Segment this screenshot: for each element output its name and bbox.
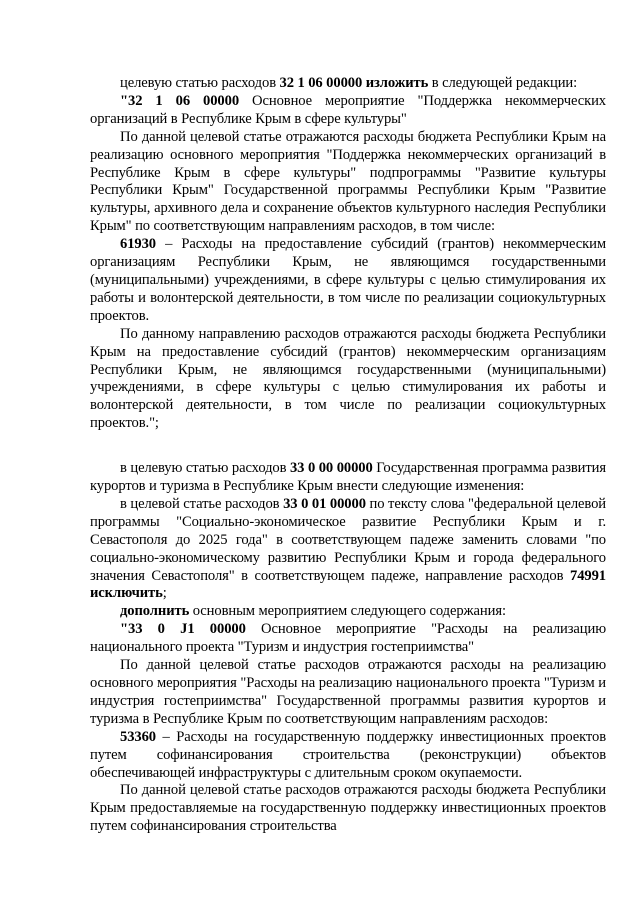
text: – Расходы на предоставление субсидий (грантов) некоммерческим организациям Республики Крым, не являющимся государственными (муниципальными) учреждениями, в сфере культуры с целью стимулирования их работы и волонтерской деятельности, в том числе по реализации социокультурных проектов.	[90, 236, 606, 324]
text: – Расходы на государственную поддержку инвестиционных проектов путем софинансирования строительства (реконструкции) объектов обеспечивающей инфраструктуры с длительным сроком окупаемости.	[90, 728, 606, 781]
paragraph-9	[90, 621, 606, 657]
spacer	[90, 433, 606, 460]
paragraph-10: По данной целевой статье расходов отражаются расходы на реализацию основного мероприятия "Расходы на реализацию национального проекта "Туризм и индустрия гостеприимства" Государственной программы развития курортов и туризма в Республике Крым по соответствующим направлениям расходов:	[90, 657, 606, 727]
budget-code: 33 0 00 00000	[289, 460, 373, 477]
bold-text: дополнить	[120, 603, 190, 620]
budget-code: 61930	[120, 236, 156, 253]
text: в следующей редакции:	[428, 75, 578, 91]
text: по тексту слова "федеральной целевой программы "Социально-экономическое развитие Республики Крым и г. Севастополя до 2025 года" в соответствующем падеже заменить словами "по социально-экономическому развитию Республики Крым и города федерального значения Севастополя" в соответствующем падеже, направление расходов	[90, 495, 606, 584]
document-page	[90, 75, 606, 836]
bold-text: исключить	[90, 585, 163, 602]
text: целевую статью расходов	[120, 75, 280, 91]
text: Государственная программа развития курортов и туризма в Республике Крым внести следующие изменения:	[90, 460, 606, 495]
paragraph-8	[90, 603, 606, 621]
paragraph-11	[90, 729, 606, 783]
text: Основное мероприятие "Поддержка некоммерческих организаций в Республике Крым в сфере культуры"	[90, 92, 606, 127]
budget-code: 33 0 01 00000	[283, 495, 366, 512]
paragraph-5: По данному направлению расходов отражаются расходы бюджета Республики Крым на предоставление субсидий (грантов) некоммерческим организациям Республики Крым, не являющимся государственными (муниципальными) учреждениями, в сфере культуры с целью стимулирования их работы и волонтерской деятельности, в том числе по реализации социокультурных проектов.";	[90, 325, 606, 432]
budget-code: 53360	[120, 728, 156, 745]
paragraph-12: По данной целевой статье расходов отражаются расходы бюджета Республики Крым предоставляемые на государственную поддержку инвестиционных проектов путем софинансирования строительства	[90, 782, 606, 835]
text: в целевую статью расходов	[120, 460, 290, 477]
text: Основное мероприятие "Расходы на реализацию национального проекта "Туризм и индустрия гостеприимства"	[90, 621, 606, 656]
text: в целевой статье расходов	[120, 495, 284, 512]
paragraph-7	[90, 496, 606, 603]
paragraph-2	[90, 93, 606, 129]
paragraph-6	[90, 460, 606, 496]
budget-code: 32 1 06 00000	[279, 75, 363, 91]
paragraph-4	[90, 236, 606, 326]
text: ;	[162, 585, 167, 602]
budget-code: "32 1 06 00000	[120, 92, 240, 109]
budget-code: 74991	[570, 567, 606, 584]
bold-text: изложить	[362, 75, 429, 91]
budget-code: "33 0 J1 00000	[120, 621, 246, 638]
paragraph-3: По данной целевой статье отражаются расходы бюджета Республики Крым на реализацию основного мероприятия "Поддержка некоммерческих организаций в Республике Крым в сфере культуры" подпрограммы "Развитие культуры Республики Крым" Государственной программы Республики Крым "Развитие культуры, архивного дела и сохранение объектов культурного наследия Республики Крым" по соответствующим направлениям расходов, в том числе:	[90, 128, 606, 235]
paragraph-1	[90, 75, 606, 93]
text: основным мероприятием следующего содержания:	[189, 603, 506, 620]
